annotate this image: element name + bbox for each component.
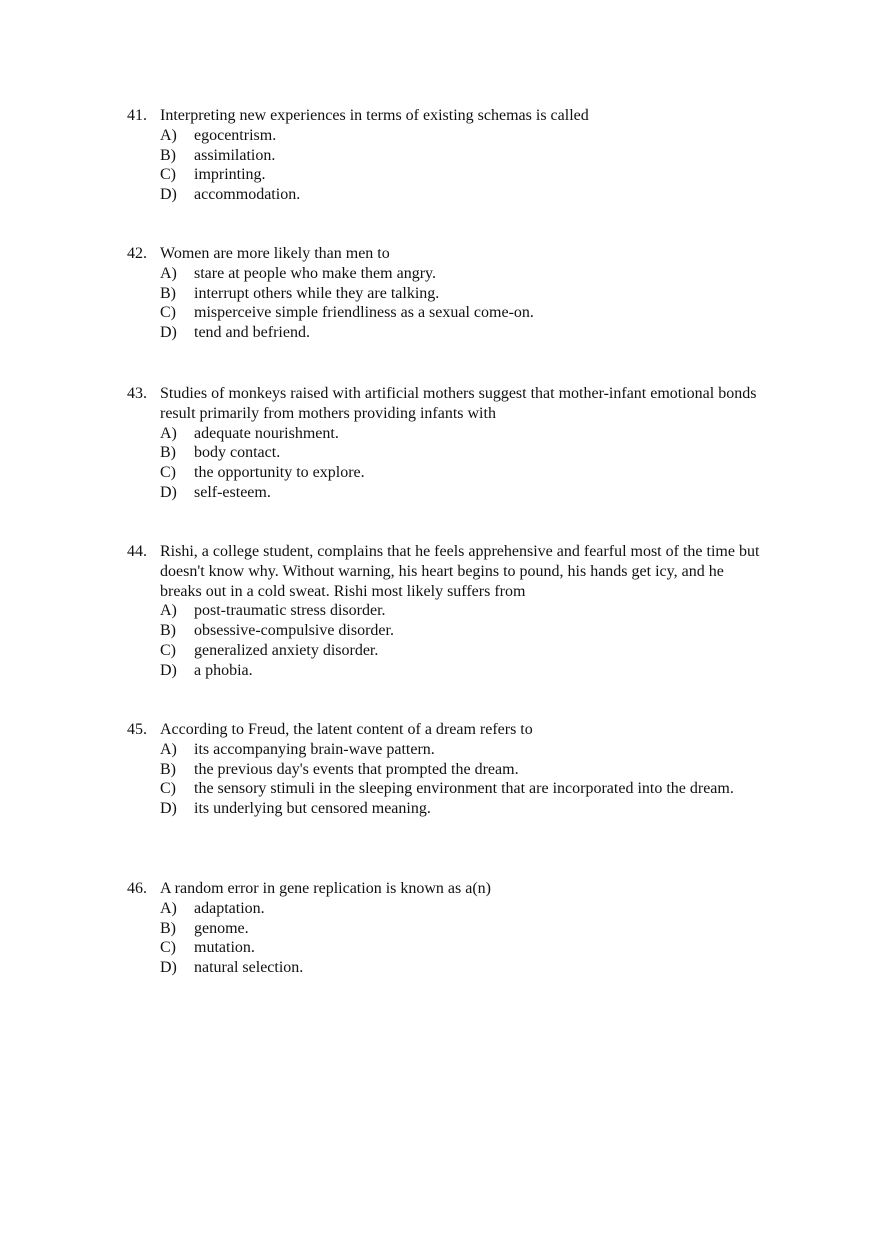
choice-text: post-traumatic stress disorder. — [194, 602, 386, 620]
choice-letter: A) — [160, 602, 177, 620]
question-42 — [127, 244, 767, 343]
question-text: Women are more likely than men to — [160, 245, 390, 262]
choice-text: accommodation. — [194, 186, 301, 204]
choice-letter: B) — [160, 444, 176, 462]
choice-c — [127, 463, 767, 483]
choice-a — [127, 740, 767, 760]
choice-text: adaptation. — [194, 899, 265, 917]
choice-d — [127, 799, 767, 819]
choice-letter: A) — [160, 264, 177, 282]
question-stem-line — [127, 384, 767, 424]
choice-d — [127, 483, 767, 503]
choice-text: imprinting. — [194, 166, 266, 184]
choice-letter: A) — [160, 126, 177, 144]
choice-letter: D) — [160, 959, 177, 977]
choice-d — [127, 661, 767, 681]
answer-choices — [127, 899, 767, 978]
choice-text: egocentrism. — [194, 126, 277, 144]
choice-d — [127, 185, 767, 205]
question-text: Studies of monkeys raised with artificial mothers suggest that mother-infant emotional bonds result primarily from mothers providing infants with — [160, 385, 757, 422]
choice-letter: C) — [160, 304, 176, 322]
choice-c — [127, 165, 767, 185]
choice-letter: A) — [160, 740, 177, 758]
choice-letter: D) — [160, 483, 177, 501]
question-stem-line — [127, 106, 767, 126]
choice-letter: B) — [160, 760, 176, 778]
question-text: According to Freud, the latent content of a dream refers to — [160, 721, 533, 738]
question-text: Rishi, a college student, complains that he feels apprehensive and fearful most of the time but doesn't know why. Without warning, his heart begins to pound, his hands get icy, and he breaks out in a cold sweat. Rishi most likely suffers from — [160, 543, 760, 600]
choice-b — [127, 146, 767, 166]
question-stem-line — [127, 542, 767, 601]
choice-text: genome. — [194, 919, 249, 937]
choice-letter: C) — [160, 641, 176, 659]
answer-choices — [127, 601, 767, 680]
question-41 — [127, 106, 767, 205]
choice-a — [127, 601, 767, 621]
choice-letter: B) — [160, 146, 176, 164]
choice-text: its accompanying brain-wave pattern. — [194, 740, 435, 758]
choice-text: self-esteem. — [194, 483, 271, 501]
choice-text: a phobia. — [194, 661, 253, 679]
question-stem-line — [127, 879, 767, 899]
question-number: 43. — [127, 385, 147, 402]
choice-letter: C) — [160, 464, 176, 482]
choice-c — [127, 303, 767, 323]
choice-text: the opportunity to explore. — [194, 464, 365, 482]
choice-a — [127, 424, 767, 444]
choice-letter: C) — [160, 166, 176, 184]
choice-text: body contact. — [194, 444, 281, 462]
choice-letter: B) — [160, 284, 176, 302]
choice-b — [127, 919, 767, 939]
choice-letter: B) — [160, 622, 176, 640]
question-number: 46. — [127, 880, 147, 897]
answer-choices — [127, 264, 767, 343]
question-stem-line — [127, 244, 767, 264]
choice-text: stare at people who make them angry. — [194, 264, 436, 282]
question-43 — [127, 384, 767, 503]
choice-a — [127, 899, 767, 919]
question-stem-line — [127, 720, 767, 740]
choice-letter: D) — [160, 186, 177, 204]
choice-a — [127, 264, 767, 284]
answer-choices — [127, 126, 767, 205]
choice-letter: D) — [160, 800, 177, 818]
choice-letter: A) — [160, 899, 177, 917]
choice-letter: A) — [160, 424, 177, 442]
choice-letter: C) — [160, 939, 176, 957]
choice-b — [127, 443, 767, 463]
choice-a — [127, 126, 767, 146]
choice-b — [127, 284, 767, 304]
choice-letter: B) — [160, 919, 176, 937]
choice-letter: D) — [160, 324, 177, 342]
choice-text: assimilation. — [194, 146, 276, 164]
choice-text: tend and befriend. — [194, 324, 310, 342]
answer-choices — [127, 424, 767, 503]
choice-text: its underlying but censored meaning. — [194, 800, 431, 818]
question-46 — [127, 879, 767, 978]
choice-c — [127, 938, 767, 958]
choice-text: adequate nourishment. — [194, 424, 339, 442]
question-number: 41. — [127, 107, 147, 124]
question-45 — [127, 720, 767, 819]
choice-text: the sensory stimuli in the sleeping environment that are incorporated into the dream. — [194, 780, 734, 798]
answer-choices — [127, 740, 767, 819]
choice-text: misperceive simple friendliness as a sexual come-on. — [194, 304, 534, 322]
question-44 — [127, 542, 767, 681]
question-number: 44. — [127, 543, 147, 560]
choice-d — [127, 958, 767, 978]
choice-text: natural selection. — [194, 959, 304, 977]
choice-text: the previous day's events that prompted the dream. — [194, 760, 519, 778]
question-number: 45. — [127, 721, 147, 738]
choice-text: mutation. — [194, 939, 255, 957]
choice-text: obsessive-compulsive disorder. — [194, 622, 394, 640]
choice-d — [127, 323, 767, 343]
choice-text: generalized anxiety disorder. — [194, 641, 379, 659]
choice-b — [127, 760, 767, 780]
choice-letter: C) — [160, 780, 176, 798]
choice-c — [127, 779, 767, 799]
choice-c — [127, 641, 767, 661]
question-text: Interpreting new experiences in terms of existing schemas is called — [160, 107, 589, 124]
choice-text: interrupt others while they are talking. — [194, 284, 440, 302]
question-text: A random error in gene replication is known as a(n) — [160, 880, 492, 897]
choice-letter: D) — [160, 661, 177, 679]
choice-b — [127, 621, 767, 641]
question-number: 42. — [127, 245, 147, 262]
